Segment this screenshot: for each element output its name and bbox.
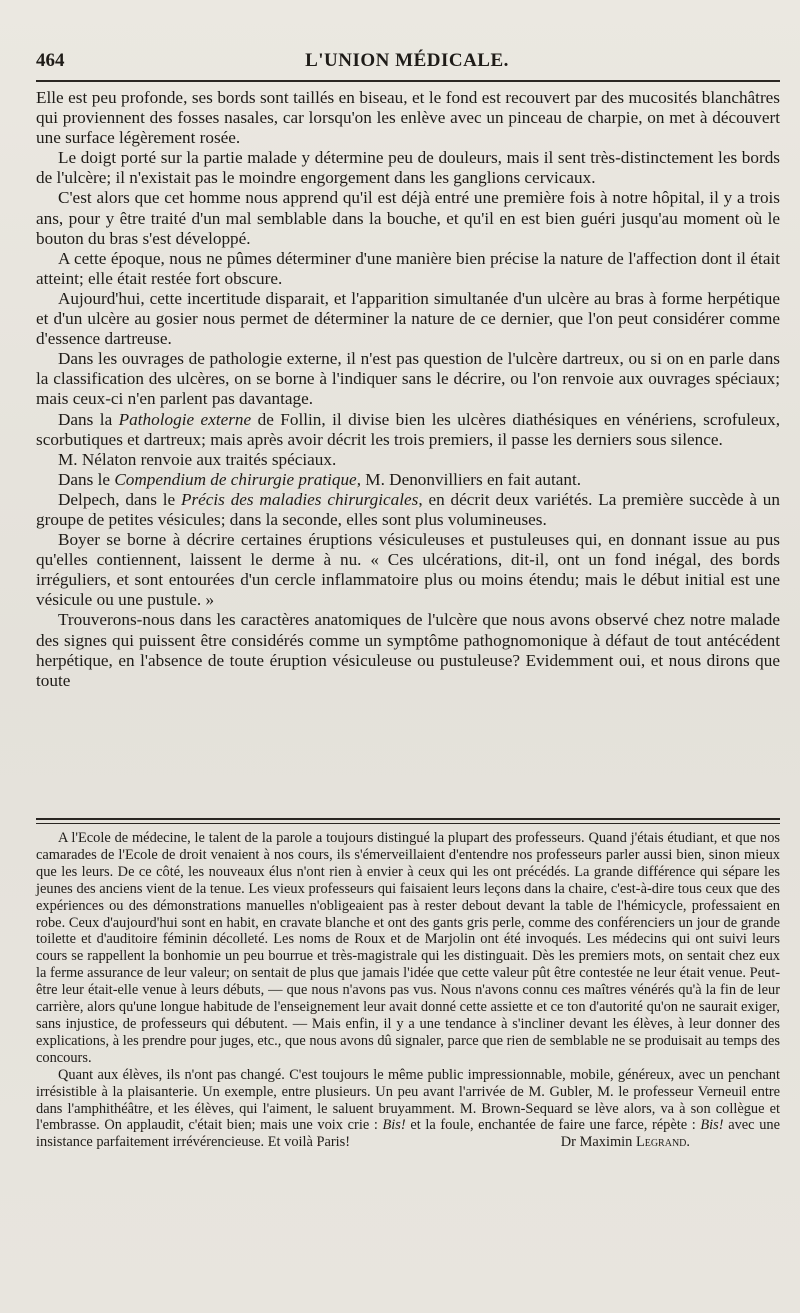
header-rule (36, 80, 780, 82)
paragraph-12: Trouverons-nous dans les caractères anatomiques de l'ulcère que nous avons observé chez notre malade des signes qui puissent être considérés comme un symptôme pathognomonique à défaut de tout antécédent herpétique, en l'absence de toute éruption vésiculeuse ou pustuleuse? Evidemment oui, et nous dirons que toute (36, 610, 780, 690)
feuilleton-paragraph-2-text-c: avec une insistance parfaitement irrévérencieuse. Et voilà Paris! (36, 1117, 780, 1151)
paragraph-9-text-a: Dans le (58, 469, 115, 489)
paragraph-8: M. Nélaton renvoie aux traités spéciaux. (58, 449, 337, 469)
article-body (36, 88, 780, 691)
feuilleton-separator (36, 818, 780, 824)
signature-prefix: Dr Maximin (560, 1134, 636, 1151)
running-title: L'UNION MÉDICALE. (305, 50, 509, 71)
paragraph-4: A cette époque, nous ne pûmes déterminer d'une manière bien précise la nature de l'affection dont il était atteint; elle était restée fort obscure. (36, 248, 780, 288)
paragraph-11: Boyer se borne à décrire certaines éruptions vésiculeuses et pustuleuses qui, en donnant issue au pus qu'elles contiennent, laissent le derme à nu. « Ces ulcérations, dit-il, ont un fond inégal, des bords irréguliers, et sont entourées d'un cercle inflammatoire plus ou moins étendu; mais le début initial est une vésicule ou une pustule. » (36, 530, 780, 610)
paragraph-7 (36, 410, 780, 450)
paragraph-3: C'est alors que cet homme nous apprend qu'il est déjà entré une première fois à notre hôpital, il y a trois ans, pour y être traité d'un mal semblable dans la bouche, et qu'il en est bien guéri jusqu'au moment où le bouton du bras s'est développé. (36, 188, 780, 248)
paragraph-2: Le doigt porté sur la partie malade y détermine peu de douleurs, mais il sent très-distinctement les bords de l'ulcère; il n'existait pas le moindre engorgement dans les ganglions cervicaux. (36, 148, 780, 188)
paragraph-1: Elle est peu profonde, ses bords sont taillés en biseau, et le fond est recouvert par des mucosités blanchâtres qui proviennent des fosses nasales, car lorsqu'on les enlève avec un pinceau de charpie, on met à découvert une surface légèrement rosée. (36, 88, 780, 148)
paragraph-5: Aujourd'hui, cette incertitude disparait, et l'apparition simultanée d'un ulcère au bras à forme herpétique et d'un ulcère au gosier nous permet de déterminer la nature de ce dernier, que l'on peut considérer comme d'essence dartreuse. (36, 288, 780, 349)
paragraph-7-text-b: de Follin, il divise bien les ulcères diathésiques en vénériens, scrofuleux, scorbutiques et dartreux; mais après avoir décrit les trois premiers, il passe les derniers sous silence. (36, 409, 780, 449)
paragraph-9-text-b: , M. Denonvilliers en fait autant. (356, 469, 582, 489)
paragraph-7-text-a: Dans la (58, 409, 119, 429)
exclamation-bis-2: Bis! (700, 1117, 724, 1134)
signature-surname: Legrand. (635, 1134, 690, 1151)
feuilleton-paragraph-1: A l'Ecole de médecine, le talent de la parole a toujours distingué la plupart des professeurs. Quand j'étais étudiant, et que nos camarades de l'Ecole de droit venaient à nos cours, ils s'émerveillaient d'entendre nos professeurs parler aussi bien, sinon mieux que les leurs. De ce côté, les nouveaux élus n'ont rien à envier à ceux qui les ont précédés. La grande différence qui sépare les jeunes des anciens vient de la tenue. Les vieux professeurs qui faisaient leurs leçons dans la chaire, c'est-à-dire tous ceux que des expériences ou des démonstrations manuelles n'obligeaient pas à rester debout devant la table de l'hémicycle, professaient en robe. Ceux d'aujourd'hui sont en habit, en cravate blanche et ont des gants gris perle, comme des conférenciers un jour de grande toilette et d'auditoire féminin décolleté. Les noms de Roux et de Marjolin ont été invoqués. Les médecins qui ont suivi leurs cours se rappellent la bonhomie un peu bourrue et très-magistrale qui les distinguait. Dès les premiers mots, on sentait chez eux la ferme assurance de leur valeur; on sentait de plus que jamais l'idée que cette valeur pût être contestée ne leur était venue. Peut-être leur était-elle venue à leurs débuts, — que nous n'avons pas vus. Nous n'avons connu ces maîtres vénérés qu'à la fin de leur carrière, alors qu'une longue habitude de l'enseignement leur avait donné cette assiette et ce ton d'autorité qu'on ne saurait exiger, sans injustice, de professeurs qui débutent. — Mais enfin, il y a une tendance à s'incliner devant les élèves, à leur donner des explications, à les prendre pour juges, etc., que nous avons dû signaler, parce que rien de semblable ne se produisait au temps des concours. (36, 830, 780, 1066)
feuilleton-paragraph-2-text-a: Quant aux élèves, ils n'ont pas changé. C'est toujours le même public impressionnable, mobile, généreux, avec un penchant irrésistible à la plaisanterie. Un exemple, entre plusieurs. Un peu avant l'arrivée de M. Gubler, M. le professeur Verneuil entre dans l'amphithéâtre, et les élèves, qui l'aiment, le saluent bruyamment. M. Brown-Sequard se lève alors, va à son collègue et l'embrasse. On applaudit, c'était bien; mais une voix crie : (36, 1066, 780, 1134)
feuilleton-column (36, 830, 780, 1151)
page-number: 464 (36, 50, 65, 71)
feuilleton-paragraph-2 (36, 1067, 780, 1152)
paragraph-6: Dans les ouvrages de pathologie externe, il n'est pas question de l'ulcère dartreux, ou si on en parle dans la classification des ulcères, on se borne à l'indiquer sans le décrire, ou l'on renvoie aux ouvrages spéciaux; mais ceux-ci n'en parlent pas davantage. (36, 349, 780, 409)
page-header (36, 46, 778, 76)
book-title-precis: Précis des maladies chirurgicales (180, 489, 419, 509)
paragraph-10-text-a: Delpech, dans le (58, 489, 181, 509)
book-title-pathologie: Pathologie externe (118, 409, 252, 429)
author-signature (539, 1134, 690, 1151)
book-title-compendium: Compendium de chirurgie pratique (114, 469, 357, 489)
paragraph-9 (36, 470, 780, 490)
feuilleton-paragraph-2-text-b: et la foule, enchantée de faire une farce, répète : (405, 1117, 701, 1134)
exclamation-bis-1: Bis! (382, 1117, 406, 1134)
paragraph-10 (36, 490, 780, 530)
paragraph-10-text-b: , en décrit deux variétés. La première succède à un groupe de petites vésicules; dans la seconde, elles sont plus volumineuses. (36, 489, 780, 529)
